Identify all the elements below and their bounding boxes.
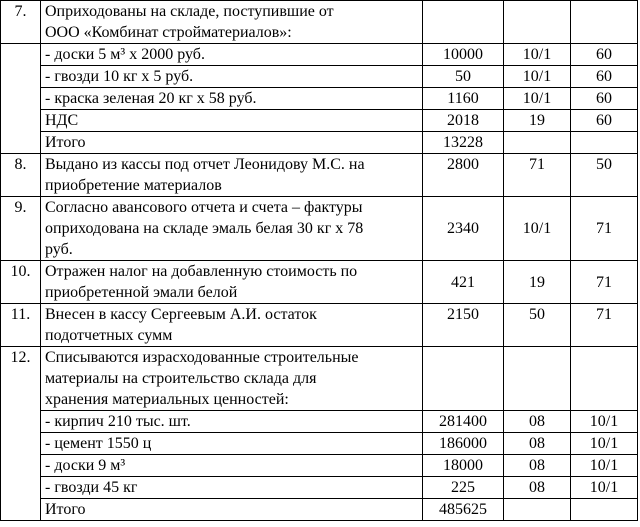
entry-debit: 08 (504, 433, 571, 455)
entry-amount (423, 1, 504, 44)
entry-credit (571, 132, 638, 154)
entry-debit: 19 (504, 110, 571, 132)
entry-description: Списываются израсходованные строительные материалы на строительство склада для хранения материальных ценностей: (41, 347, 423, 411)
entry-description: Выдано из кассы под отчет Леонидову М.С. на приобретение материалов (41, 154, 423, 197)
entry-credit: 10/1 (571, 433, 638, 455)
entry-credit: 71 (571, 197, 638, 261)
entry-description: - кирпич 210 тыс. шт. (41, 411, 423, 433)
entry-debit (504, 499, 571, 521)
entry-credit (571, 499, 638, 521)
entry-amount: 225 (423, 477, 504, 499)
entry-credit: 71 (571, 304, 638, 347)
entry-debit (504, 347, 571, 411)
entry-description: - доски 5 м³ х 2000 руб. (41, 44, 423, 66)
entry-debit (504, 132, 571, 154)
entry-total-label: Итого (41, 499, 423, 521)
table-row (1, 1, 638, 44)
entry-amount: 186000 (423, 433, 504, 455)
entry-debit: 50 (504, 304, 571, 347)
entry-debit: 10/1 (504, 197, 571, 261)
entry-credit: 10/1 (571, 477, 638, 499)
entry-amount: 50 (423, 66, 504, 88)
table-row (1, 261, 638, 304)
entry-description: Согласно авансового отчета и счета – фактуры оприходована на складе эмаль белая 30 кг х 78 руб. (41, 197, 423, 261)
table-row (1, 455, 638, 477)
entry-description: - гвозди 45 кг (41, 477, 423, 499)
table-row (1, 110, 638, 132)
entry-amount: 10000 (423, 44, 504, 66)
entry-number: 12. (1, 347, 41, 521)
entry-total-label: Итого (41, 132, 423, 154)
entry-number: 9. (1, 197, 41, 261)
entry-debit: 08 (504, 477, 571, 499)
entry-total-amount: 485625 (423, 499, 504, 521)
entry-amount: 421 (423, 261, 504, 304)
entry-credit: 60 (571, 66, 638, 88)
entry-debit: 10/1 (504, 44, 571, 66)
entry-description: - доски 9 м³ (41, 455, 423, 477)
entry-description: - гвозди 10 кг х 5 руб. (41, 66, 423, 88)
entry-number: 10. (1, 261, 41, 304)
entry-total-amount: 13228 (423, 132, 504, 154)
entry-credit (571, 1, 638, 44)
table-row (1, 66, 638, 88)
entry-debit: 71 (504, 154, 571, 197)
entry-debit: 10/1 (504, 66, 571, 88)
table-row (1, 433, 638, 455)
table-row (1, 499, 638, 521)
entry-description: Внесен в кассу Сергеевым А.И. остаток подотчетных сумм (41, 304, 423, 347)
table-row (1, 88, 638, 110)
table-row (1, 347, 638, 411)
table-row (1, 154, 638, 197)
table-row (1, 304, 638, 347)
entry-number: 7. (1, 1, 41, 44)
entry-amount: 18000 (423, 455, 504, 477)
table-row (1, 477, 638, 499)
entry-description: - краска зеленая 20 кг х 58 руб. (41, 88, 423, 110)
entry-amount: 2800 (423, 154, 504, 197)
entry-credit: 60 (571, 110, 638, 132)
entry-credit: 71 (571, 261, 638, 304)
ledger-body (1, 0, 638, 521)
entry-credit (571, 347, 638, 411)
entry-credit: 10/1 (571, 455, 638, 477)
entry-amount: 2340 (423, 197, 504, 261)
entry-amount (423, 347, 504, 411)
table-row (1, 132, 638, 154)
entry-number: 11. (1, 304, 41, 347)
entry-description: НДС (41, 110, 423, 132)
entry-amount: 2018 (423, 110, 504, 132)
entry-amount: 1160 (423, 88, 504, 110)
entry-number-cont (1, 44, 41, 154)
entry-number: 8. (1, 154, 41, 197)
entry-credit: 60 (571, 44, 638, 66)
entry-credit: 60 (571, 88, 638, 110)
entry-debit: 08 (504, 455, 571, 477)
entry-description: Оприходованы на складе, поступившие от ООО «Комбинат стройматериалов»: (41, 1, 423, 44)
entry-amount: 281400 (423, 411, 504, 433)
entry-credit: 50 (571, 154, 638, 197)
entry-debit: 19 (504, 261, 571, 304)
table-row (1, 411, 638, 433)
entry-amount: 2150 (423, 304, 504, 347)
entry-description: Отражен налог на добавленную стоимость по приобретенной эмали белой (41, 261, 423, 304)
table-row (1, 197, 638, 261)
entry-debit: 08 (504, 411, 571, 433)
entry-debit: 10/1 (504, 88, 571, 110)
entry-description: - цемент 1550 ц (41, 433, 423, 455)
entry-debit (504, 1, 571, 44)
entry-credit: 10/1 (571, 411, 638, 433)
table-row (1, 44, 638, 66)
